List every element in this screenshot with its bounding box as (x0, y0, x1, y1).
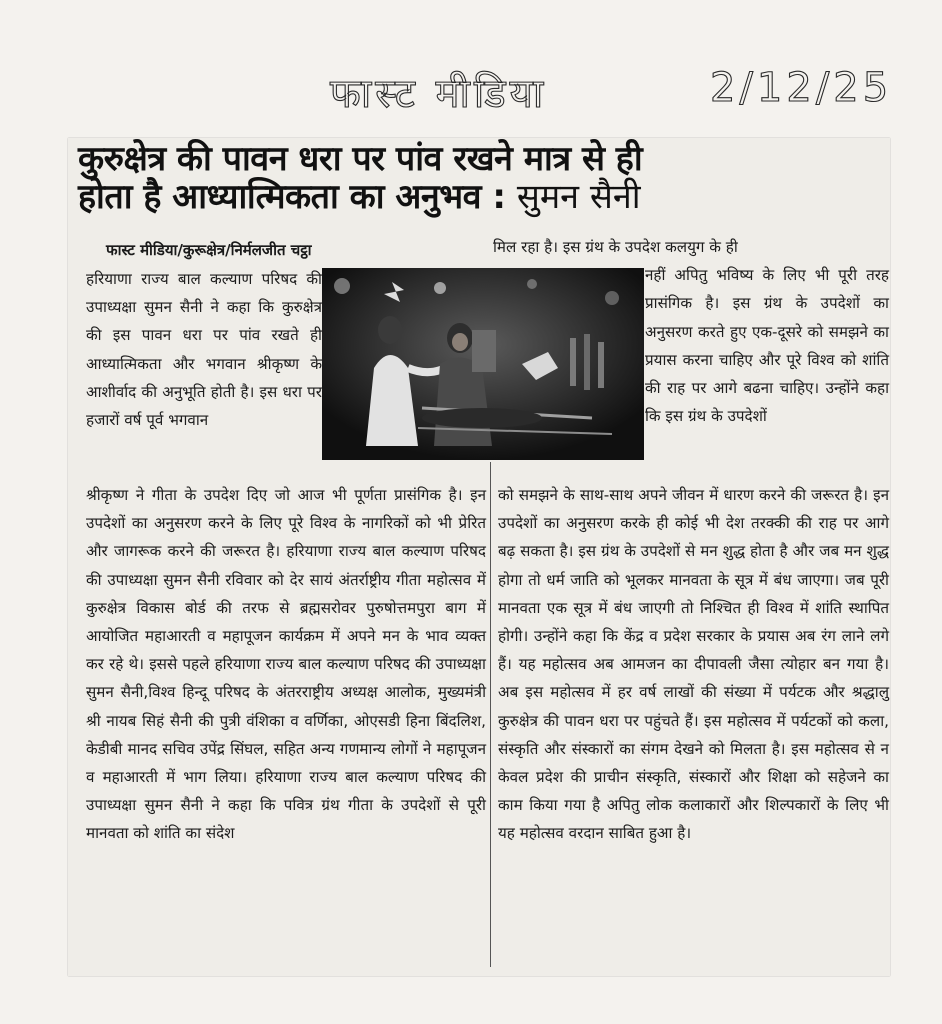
article-column-b (86, 481, 486, 848)
handwritten-source: फास्ट मीडिया (330, 71, 548, 117)
article-byline: फास्ट मीडिया/कुरूक्षेत्र/निर्मलजीत चट्ठा (106, 241, 312, 259)
headline-line-1: कुरुक्षेत्र की पावन धरा पर पांव रखने मात्र से ही (78, 139, 643, 179)
handwritten-note (0, 55, 942, 135)
article-paragraph-a: हरियाणा राज्य बाल कल्याण परिषद की उपाध्यक्षा सुमन सैनी ने कहा कि कुरुक्षेत्र की इस पावन धरा पर पांव रखते ही आध्यात्मिकता और भगवान श्रीकृष्ण के आशीर्वाद की अनुभूति होती है। इस धरा पर हजारों वर्ष पूर्व भगवान (86, 270, 322, 430)
article-paragraph-c-top: मिल रहा है। इस ग्रंथ के उपदेश कलयुग के ही (493, 238, 738, 256)
column-divider (490, 462, 491, 967)
headline-speaker-name: सुमन सैनी (516, 177, 641, 218)
handwritten-date: 2/12/25 (710, 65, 893, 111)
headline-line-2 (78, 178, 888, 216)
article-paragraph-b: श्रीकृष्ण ने गीता के उपदेश दिए जो आज भी पूर्णता प्रासंगिक है। इन उपदेशों का अनुसरण करने के लिए पूरे विश्व के नागरिकों को भी प्रेरित और जागरूक करने की जरूरत है। हरियाणा राज्य बाल कल्याण परिषद की उपाध्यक्षा सुमन सैनी रविवार को देर सायं अंतर्राष्ट्रीय गीता महोत्सव में कुरुक्षेत्र विकास बोर्ड की तरफ से ब्रह्मसरोवर पुरुषोत्तमपुरा बाग में आयोजित महाआरती व महापूजन कार्यक्रम में अपने मन के भाव व्यक्त कर रहे थे। इससे पहले हरियाणा राज्य बाल कल्याण परिषद की उपाध्यक्षा सुमन सैनी,विश्व हिन्दू परिषद के अंतरराष्ट्रीय अध्यक्ष आलोक, मुख्यमंत्री श्री नायब सिहं सैनी की पुत्री वंशिका व वर्णिका, ओएसडी हिना बिंदलिश, केडीबी मानद सचिव उपेंद्र सिंघल, सहित अन्य गणमान्य लोगों ने महापूजन व महाआरती में भाग लिया। हरियाणा राज्य बाल कल्याण परिषद की उपाध्यक्षा सुमन सैनी ने कहा कि पवित्र ग्रंथ गीता के उपदेशों से पूरी मानवता को शांति का संदेश (86, 486, 486, 843)
article-headline (78, 140, 888, 216)
article-paragraph-d: को समझने के साथ-साथ अपने जीवन में धारण करने की जरूरत है। इन उपदेशों का अनुसरण करके ही कोई भी देश तरक्की की राह पर आगे बढ़ सकता है। इस ग्रंथ के उपदेशों से मन शुद्ध होता है और जब मन शुद्ध होगा तो धर्म जाति को भूलकर मानवता के सूत्र में बंध जाएगा। जब पूरी मानवता एक सूत्र में बंध जाएगी तो निश्चित ही विश्व में शांति स्थापित होगी। उन्होंने कहा कि केंद्र व प्रदेश सरकार के प्रयास अब रंग लाने लगे हैं। यह महोत्सव अब आमजन का दीपावली जैसा त्योहार बन गया है। अब इस महोत्सव में हर वर्ष लाखों की संख्या में पर्यटक और श्रद्धालु कुरुक्षेत्र की पावन धरा पर पहुंचते हैं। इस महोत्सव में पर्यटकों को कला, संस्कृति और संस्कारों का संगम देखने को मिलता है। इस महोत्सव से न केवल प्रदेश की प्राचीन संस्कृति, संस्कारों और शिक्षा को सहेजने का काम किया गया है अपितु लोक कलाकारों और शिल्पकारों के लिए भी यह महोत्सव वरदान साबित हुआ है। (498, 486, 889, 843)
article-column-c (493, 233, 889, 430)
headline-line-2-main: होता है आध्यात्मिकता का अनुभव : (78, 177, 517, 218)
article-column-a (86, 265, 322, 434)
article-paragraph-c-narrow: नहीं अपितु भविष्य के लिए भी पूरी तरह प्रासंगिक है। इस ग्रंथ के उपदेशों का अनुसरण करते हुए एक-दूसरे को समझने का प्रयास करना चाहिए और पूरे विश्व को शांति की राह पर आगे बढना चाहिए। उन्होंने कहा कि इस ग्रंथ के उपदेशों (645, 266, 889, 426)
article-column-d (498, 481, 889, 848)
